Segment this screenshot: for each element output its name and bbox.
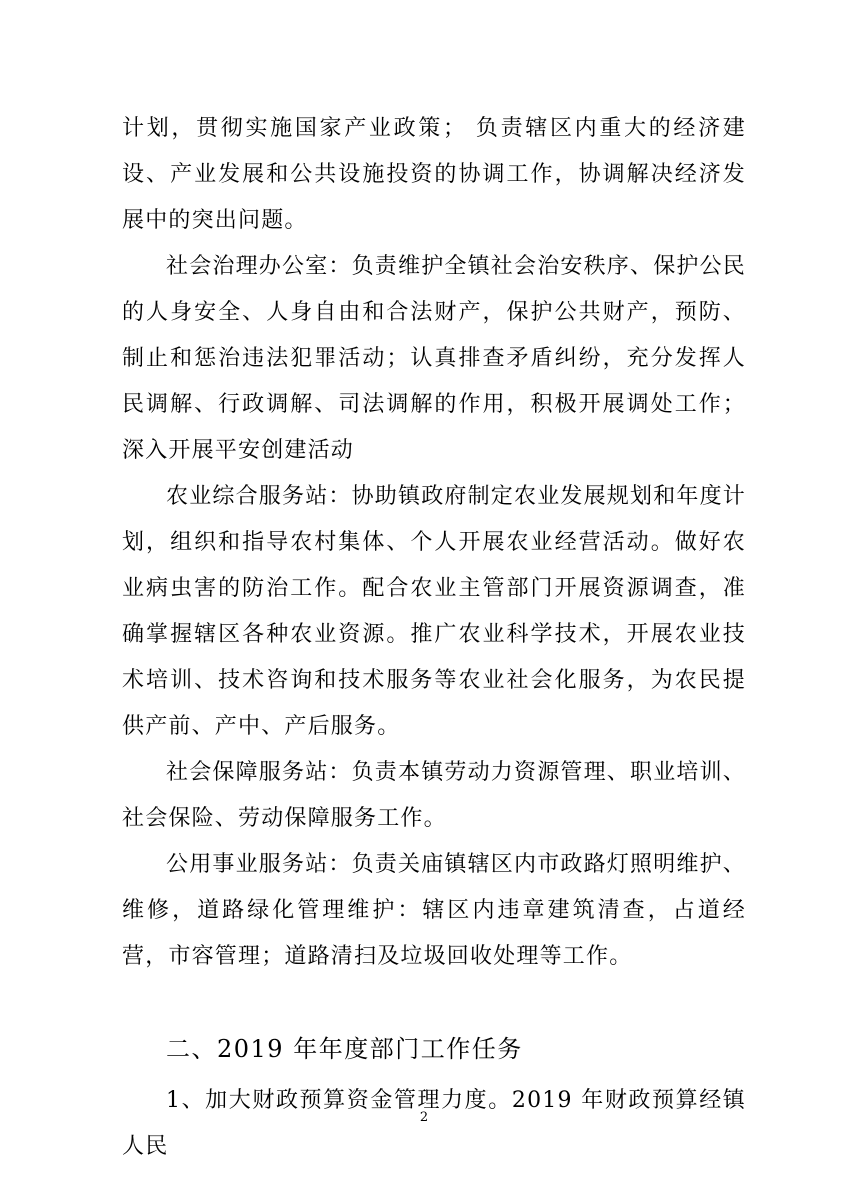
section-heading: 二、2019 年年度部门工作任务 (166, 1035, 523, 1063)
paragraph-social-governance-office: 社会治理办公室：负责维护全镇社会治安秩序、保护公民的人身安全、人身自由和合法财产，保护公共财产，预防、制止和惩治违法犯罪活动；认真排查矛盾纠纷，充分发挥人民调解、行政调解、司法调解的作用，积极开展调处工作；深入开展平安创建活动 (122, 254, 747, 463)
page-content (122, 106, 746, 1170)
paragraph-agricultural-service-station: 农业综合服务站：协助镇政府制定农业发展规划和年度计划，组织和指导农村集体、个人开展农业经营活动。做好农业病虫害的防治工作。配合农业主管部门开展资源调查，准确掌握辖区各种农业资源。推广农业科学技术，开展农业技术培训、技术咨询和技术服务等农业社会化服务，为农民提供产前、产中、产后服务。 (122, 484, 747, 739)
paragraph-industry-policy: 计划，贯彻实施国家产业政策； 负责辖区内重大的经济建设、产业发展和公共设施投资的协调工作，协调解决经济发展中的突出问题。 (122, 116, 746, 233)
page-number: 2 (419, 1110, 429, 1125)
paragraph-public-utilities-service-station: 公用事业服务站：负责关庙镇辖区内市政路灯照明维护、维修，道路绿化管理维护：辖区内违章建筑清查，占道经营，市容管理；道路清扫及垃圾回收处理等工作。 (122, 852, 747, 969)
paragraph-social-security-service-station: 社会保障服务站：负责本镇劳动力资源管理、职业培训、社会保险、劳动保障服务工作。 (122, 760, 747, 831)
paragraph-fiscal-budget: 1、加大财政预算资金管理力度。2019 年财政预算经镇人民 (122, 1088, 746, 1159)
